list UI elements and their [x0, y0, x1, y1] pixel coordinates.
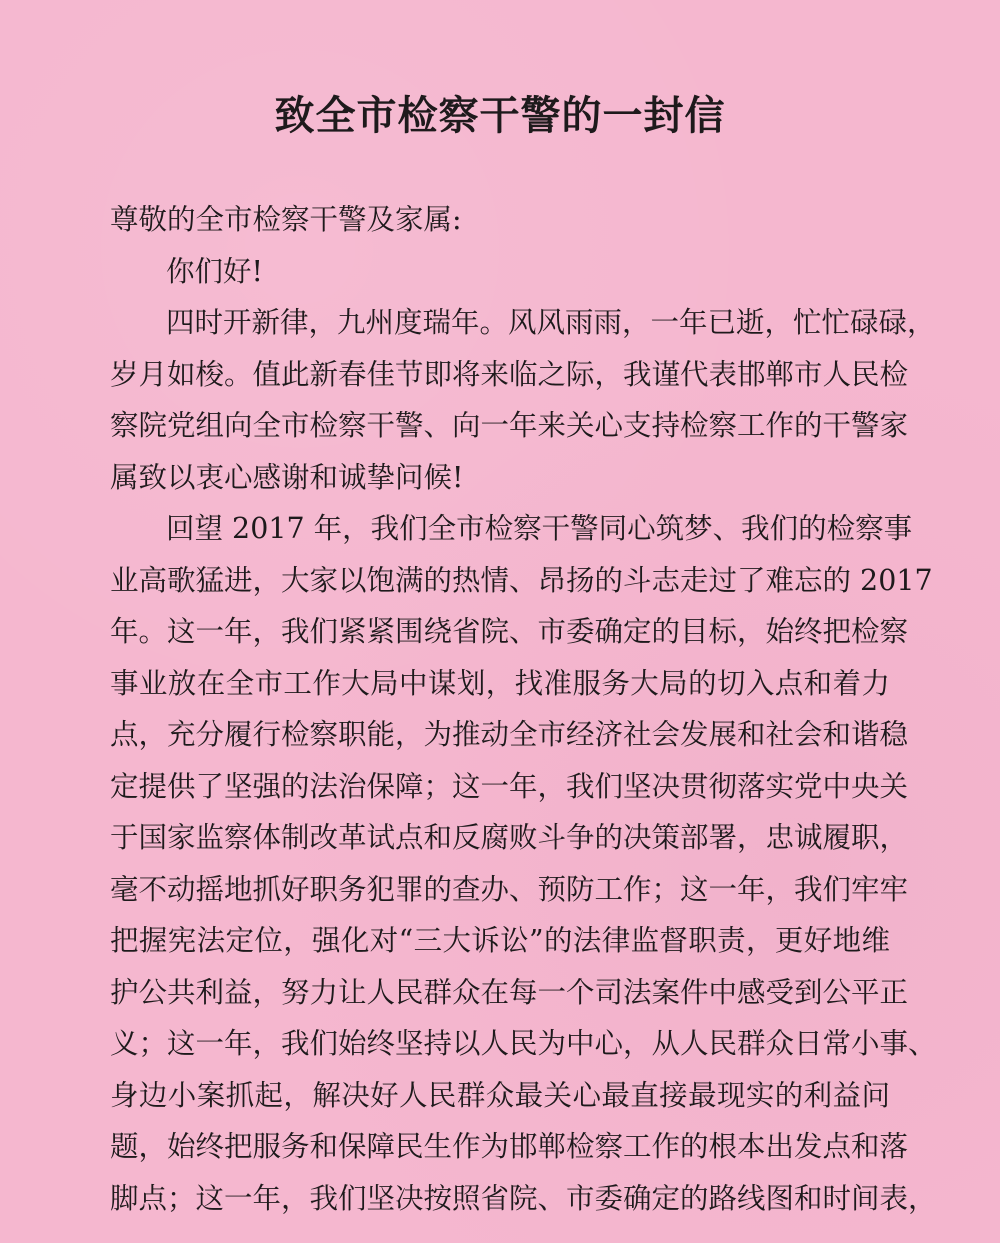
paragraph-2-line: 年。这一年，我们紧紧围绕省院、市委确定的目标，始终把检察 [110, 615, 909, 648]
letter-body [110, 194, 937, 1224]
paragraph-2-line: 义；这一年，我们始终坚持以人民为中心，从人民群众日常小事、 [110, 1027, 937, 1060]
paragraph-2-line: 定提供了坚强的法治保障；这一年，我们坚决贯彻落实党中央关 [110, 769, 909, 803]
paragraph-2-line: 毫不动摇地抓好职务犯罪的查办、预防工作；这一年，我们牢牢 [110, 872, 909, 906]
paragraph-2-line: 事业放在全市工作大局中谋划，找准服务大局的切入点和着力 [110, 666, 890, 700]
paragraph-1-line: 岁月如梭。值此新春佳节即将来临之际，我谨代表邯郸市人民检 [110, 357, 909, 391]
paragraph-2-line: 回望 2017 年，我们全市检察干警同心筑梦、我们的检察事 [166, 512, 913, 545]
greeting: 你们好! [166, 254, 263, 288]
paragraph-2-line: 身边小案抓起，解决好人民群众最关心最直接最现实的利益问 [110, 1078, 890, 1112]
salutation: 尊敬的全市检察干警及家属: [110, 203, 462, 236]
paragraph-2-line: 于国家监察体制改革试点和反腐败斗争的决策部署，忠诚履职， [110, 821, 909, 854]
paragraph-2-line: 题，始终把服务和保障民生作为邯郸检察工作的根本出发点和落 [110, 1130, 909, 1163]
letter-title: 致全市检察干警的一封信 [274, 92, 726, 139]
paragraph-2-line: 脚点；这一年，我们坚决按照省院、市委确定的路线图和时间表， [110, 1181, 937, 1215]
paragraph-2-line: 把握宪法定位，强化对“三大诉讼”的法律监督职责，更好地维 [110, 924, 890, 957]
paragraph-2-line: 点，充分履行检察职能，为推动全市经济社会发展和社会和谐稳 [110, 718, 909, 751]
paragraph-2-line: 业高歌猛进，大家以饱满的热情、昂扬的斗志走过了难忘的 2017 [110, 563, 933, 597]
paragraph-1-line: 属致以衷心感谢和诚挚问候! [110, 460, 464, 494]
paragraph-2-line: 护公共利益，努力让人民群众在每一个司法案件中感受到公平正 [110, 975, 909, 1009]
paragraph-1-line: 四时开新律，九州度瑞年。风风雨雨，一年已逝，忙忙碌碌， [166, 306, 936, 339]
paragraph-1-line: 察院党组向全市检察干警、向一年来关心支持检察工作的干警家 [110, 409, 909, 442]
